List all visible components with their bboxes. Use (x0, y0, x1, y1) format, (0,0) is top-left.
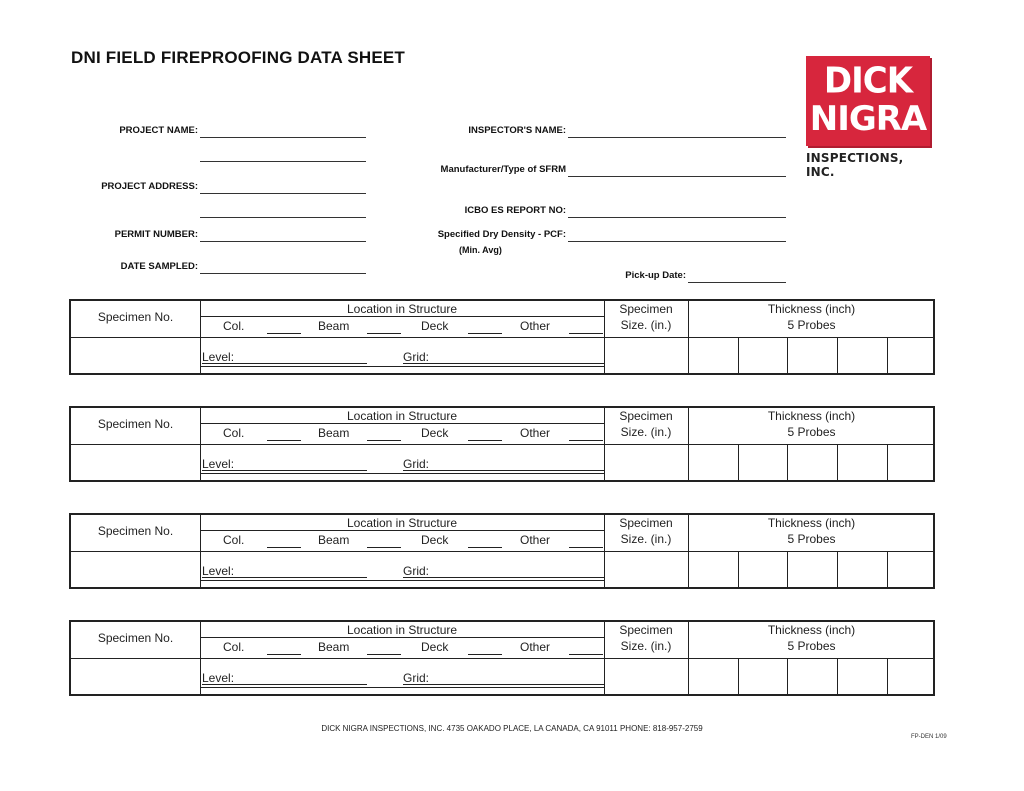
project-address-field-line2[interactable] (200, 217, 366, 218)
level-field[interactable] (202, 684, 367, 685)
grid-line (787, 658, 788, 694)
specimen-no-label: Specimen No. (97, 310, 174, 324)
pickup-date-field[interactable] (688, 282, 786, 283)
level-field[interactable] (202, 363, 367, 364)
grid-line (200, 316, 604, 317)
other-field[interactable] (569, 440, 603, 441)
grid-label: Grid: (403, 457, 430, 471)
thickness-label: Thickness (inch) (767, 409, 856, 423)
col-field[interactable] (267, 440, 301, 441)
deck-label: Deck (421, 533, 449, 547)
level-label: Level: (202, 457, 235, 471)
date-sampled-field[interactable] (200, 273, 366, 274)
grid-line (887, 551, 888, 587)
beam-field[interactable] (367, 547, 401, 548)
specimen-label: Specimen (619, 409, 673, 423)
date-sampled-label: DATE SAMPLED: (120, 261, 198, 272)
deck-field[interactable] (468, 547, 502, 548)
manufacturer-label: Manufacturer/Type of SFRM (440, 164, 566, 175)
col-field[interactable] (267, 333, 301, 334)
col-label: Col. (223, 426, 245, 440)
col-label: Col. (223, 533, 245, 547)
project-name-field[interactable] (200, 137, 366, 138)
grid-line (71, 551, 933, 552)
col-field[interactable] (267, 654, 301, 655)
specimen-block (69, 620, 935, 696)
col-field[interactable] (267, 547, 301, 548)
project-name-field-line2[interactable] (200, 161, 366, 162)
grid-line (200, 530, 604, 531)
level-label: Level: (202, 564, 235, 578)
permit-number-field[interactable] (200, 241, 366, 242)
col-label: Col. (223, 640, 245, 654)
inspector-name-field[interactable] (568, 137, 786, 138)
beam-label: Beam (318, 533, 350, 547)
level-field[interactable] (202, 577, 367, 578)
project-name-label: PROJECT NAME: (119, 125, 198, 136)
grid-line (71, 658, 933, 659)
grid-line (738, 551, 739, 587)
grid-line (200, 366, 604, 367)
grid-line (71, 444, 933, 445)
grid-field[interactable] (403, 363, 604, 364)
deck-field[interactable] (468, 333, 502, 334)
manufacturer-field[interactable] (568, 176, 786, 177)
grid-label: Grid: (403, 564, 430, 578)
thickness-label: Thickness (inch) (767, 623, 856, 637)
grid-line (200, 473, 604, 474)
location-header: Location in Structure (346, 409, 458, 423)
location-header: Location in Structure (346, 302, 458, 316)
location-header: Location in Structure (346, 623, 458, 637)
dry-density-field[interactable] (568, 241, 786, 242)
beam-field[interactable] (367, 333, 401, 334)
other-label: Other (520, 533, 551, 547)
size-label: Size. (in.) (620, 425, 672, 439)
other-label: Other (520, 426, 551, 440)
grid-line (887, 658, 888, 694)
grid-line (738, 444, 739, 480)
grid-line (200, 687, 604, 688)
grid-line (71, 337, 933, 338)
size-label: Size. (in.) (620, 318, 672, 332)
logo-line2: NIGRA (809, 99, 927, 139)
grid-label: Grid: (403, 350, 430, 364)
grid-line (738, 337, 739, 373)
grid-line (837, 444, 838, 480)
specimen-no-label: Specimen No. (97, 417, 174, 431)
min-avg-note: (Min. Avg) (459, 245, 502, 255)
grid-line (887, 444, 888, 480)
deck-label: Deck (421, 426, 449, 440)
beam-label: Beam (318, 319, 350, 333)
beam-label: Beam (318, 426, 350, 440)
pickup-date-label: Pick-up Date: (625, 270, 686, 281)
logo-subtitle: INSPECTIONS, INC. (806, 151, 904, 179)
deck-label: Deck (421, 640, 449, 654)
beam-field[interactable] (367, 654, 401, 655)
level-label: Level: (202, 350, 235, 364)
grid-line (837, 658, 838, 694)
level-field[interactable] (202, 470, 367, 471)
project-address-label: PROJECT ADDRESS: (101, 181, 198, 192)
grid-line (887, 337, 888, 373)
other-field[interactable] (569, 547, 603, 548)
project-address-field[interactable] (200, 193, 366, 194)
level-label: Level: (202, 671, 235, 685)
specimen-block (69, 299, 935, 375)
deck-field[interactable] (468, 440, 502, 441)
grid-field[interactable] (403, 684, 604, 685)
location-header: Location in Structure (346, 516, 458, 530)
specimen-label: Specimen (619, 302, 673, 316)
grid-line (200, 580, 604, 581)
permit-number-label: PERMIT NUMBER: (114, 229, 198, 240)
other-field[interactable] (569, 654, 603, 655)
deck-label: Deck (421, 319, 449, 333)
grid-line (787, 337, 788, 373)
specimen-block (69, 513, 935, 589)
grid-line (200, 423, 604, 424)
other-label: Other (520, 640, 551, 654)
thickness-label: Thickness (inch) (767, 302, 856, 316)
grid-label: Grid: (403, 671, 430, 685)
grid-field[interactable] (403, 470, 604, 471)
grid-line (837, 337, 838, 373)
specimen-block (69, 406, 935, 482)
specimen-label: Specimen (619, 516, 673, 530)
footer-address: DICK NIGRA INSPECTIONS, INC. 4735 OAKADO PLACE, LA CANADA, CA 91011 PHONE: 818-957-2759 (321, 724, 703, 733)
probes-label: 5 Probes (787, 532, 836, 546)
grid-line (837, 551, 838, 587)
page-title: DNI FIELD FIREPROOFING DATA SHEET (71, 48, 406, 67)
grid-field[interactable] (403, 577, 604, 578)
other-label: Other (520, 319, 551, 333)
probes-label: 5 Probes (787, 425, 836, 439)
size-label: Size. (in.) (620, 639, 672, 653)
probes-label: 5 Probes (787, 639, 836, 653)
specimen-label: Specimen (619, 623, 673, 637)
dry-density-label: Specified Dry Density - PCF: (437, 229, 566, 240)
thickness-label: Thickness (inch) (767, 516, 856, 530)
grid-line (738, 658, 739, 694)
beam-field[interactable] (367, 440, 401, 441)
icbo-report-label: ICBO ES REPORT NO: (464, 205, 566, 216)
logo-line1: DICK (823, 60, 913, 102)
grid-line (787, 444, 788, 480)
icbo-report-field[interactable] (568, 217, 786, 218)
specimen-no-label: Specimen No. (97, 524, 174, 538)
company-logo (806, 56, 930, 146)
beam-label: Beam (318, 640, 350, 654)
specimen-no-label: Specimen No. (97, 631, 174, 645)
form-code: FP-DEN 1/09 (911, 734, 947, 740)
grid-line (787, 551, 788, 587)
size-label: Size. (in.) (620, 532, 672, 546)
inspector-name-label: INSPECTOR'S NAME: (468, 125, 566, 136)
probes-label: 5 Probes (787, 318, 836, 332)
deck-field[interactable] (468, 654, 502, 655)
other-field[interactable] (569, 333, 603, 334)
col-label: Col. (223, 319, 245, 333)
grid-line (200, 637, 604, 638)
